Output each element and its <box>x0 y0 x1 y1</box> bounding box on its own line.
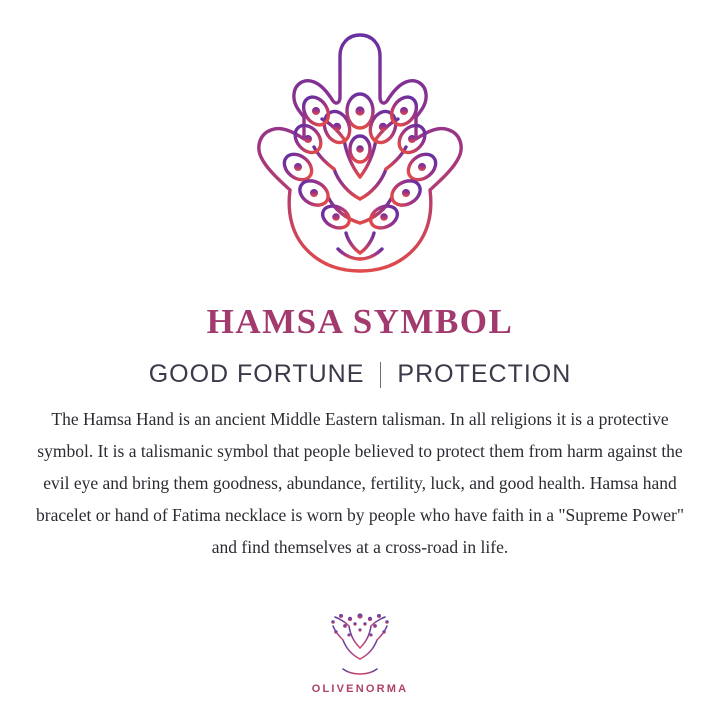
tree-of-life-icon <box>317 603 403 681</box>
subtitle-right: PROTECTION <box>397 359 572 388</box>
subtitle-row <box>149 361 572 387</box>
footer-logo <box>312 603 409 695</box>
subtitle-left: GOOD FORTUNE <box>148 359 365 388</box>
tree-of-life-glyph <box>319 604 401 680</box>
hamsa-hand-illustration <box>230 22 490 282</box>
page-title: HAMSA SYMBOL <box>206 302 514 341</box>
brand-name: OLIVENORMA <box>311 682 409 695</box>
subtitle-divider <box>380 362 381 388</box>
hamsa-icon <box>240 27 480 277</box>
body-paragraph: The Hamsa Hand is an ancient Middle Eastern talisman. In all religions it is a protective symbol. It is a talismanic symbol that people believed to protect them from harm against the evil eye and bring them goodness, abundance, fertility, luck, and good health. Hamsa hand bracelet or hand of Fatima necklace is worn by people who have faith in a "Supreme Power" and find themselves at a cross-road in life. <box>36 409 684 557</box>
